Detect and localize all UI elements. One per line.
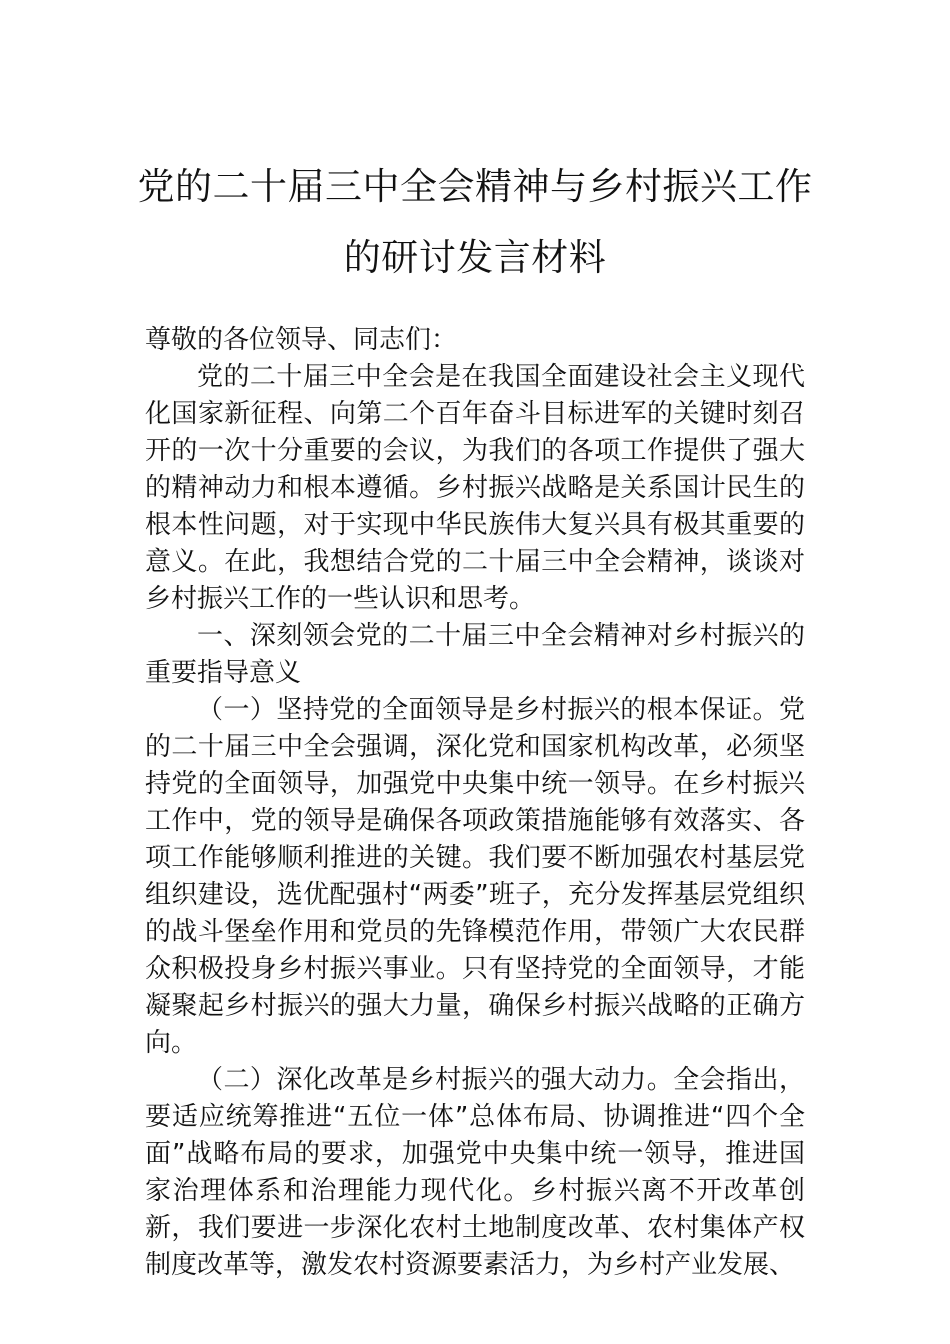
salutation: 尊敬的各位领导、同志们：: [145, 325, 458, 355]
subsection-paragraph-2: （二）深化改革是乡村振兴的强大动力。全会指出，要适应统筹推进“五位一体”总体布局、协调推进“四个全面”战略布局的要求，加强党中央集中统一领导，推进国家治理体系和治理能力现代化。乡村振兴离不开改革创新，我们要进一步深化农村土地制度改革、农村集体产权制度改革等，激发农村资源要素活力，为乡村产业发展、: [145, 1065, 805, 1280]
section-heading-1: 一、深刻领会党的二十届三中全会精神对乡村振兴的重要指导意义: [145, 621, 805, 688]
document-title-line-1: 党的二十届三中全会精神与乡村振兴工作: [137, 165, 813, 208]
document-title-line-2: 的研讨发言材料: [343, 236, 607, 279]
intro-paragraph: 党的二十届三中全会是在我国全面建设社会主义现代化国家新征程、向第二个百年奋斗目标进军的关键时刻召开的一次十分重要的会议，为我们的各项工作提供了强大的精神动力和根本遵循。乡村振兴战略是关系国计民生的根本性问题，对于实现中华民族伟大复兴具有极其重要的意义。在此，我想结合党的二十届三中全会精神，谈谈对乡村振兴工作的一些认识和思考。: [145, 362, 805, 614]
document-body: [145, 322, 805, 1284]
subsection-paragraph-1: （一）坚持党的全面领导是乡村振兴的根本保证。党的二十届三中全会强调，深化党和国家机构改革，必须坚持党的全面领导，加强党中央集中统一领导。在乡村振兴工作中，党的领导是确保各项政策措施能够有效落实、各项工作能够顺利推进的关键。我们要不断加强农村基层党组织建设，选优配强村“两委”班子，充分发挥基层党组织的战斗堡垒作用和党员的先锋模范作用，带领广大农民群众积极投身乡村振兴事业。只有坚持党的全面领导，才能凝聚起乡村振兴的强大力量，确保乡村振兴战略的正确方向。: [145, 695, 805, 1058]
